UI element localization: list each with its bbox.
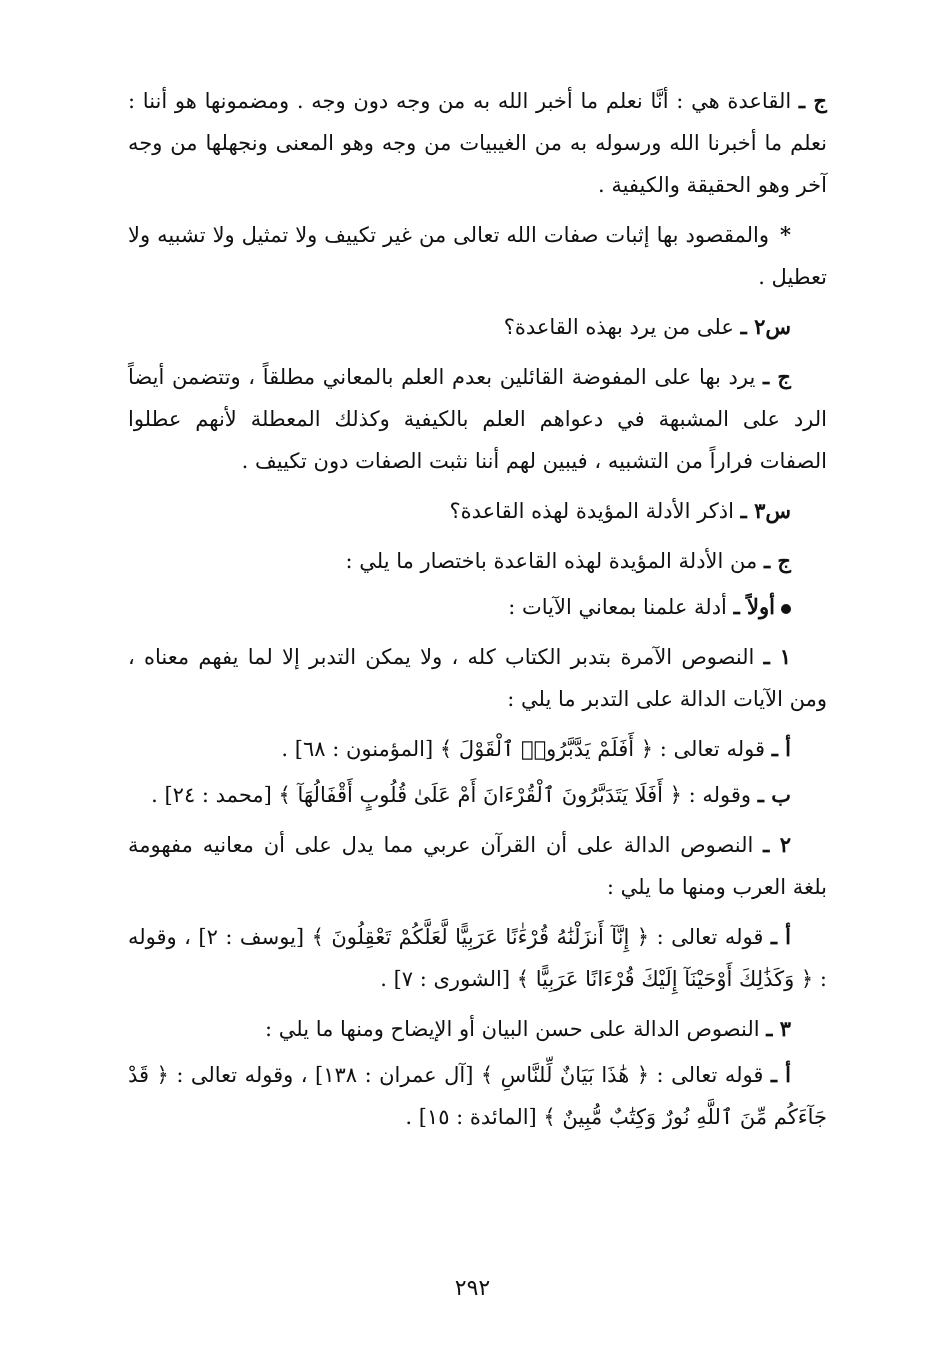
question-text: على من يرد بهذه القاعدة؟ <box>503 315 734 339</box>
note-paragraph <box>128 214 827 298</box>
asterisk-icon: * <box>780 222 791 247</box>
answer-text: القاعدة هي : أنَّا نعلم ما أخبر الله به من وجه دون وجه . ومضمونها هو أننا : نعلم ما أخبرنا الله ورسوله به من الغيبيات من وجه وهو المعنى ونجهلها من وجه آخر وهو الحقيقة والكيفية . <box>128 89 827 197</box>
question-label: س٣ ـ <box>740 498 791 523</box>
answer-text: من الأدلة المؤيدة لهذه القاعدة باختصار ما يلي : <box>345 549 758 573</box>
evidence-3 <box>128 1008 827 1050</box>
item-text: النصوص الدالة على حسن البيان أو الإيضاح ومنها ما يلي : <box>265 1017 760 1041</box>
evidence-2 <box>128 824 827 908</box>
evidence-1 <box>128 636 827 720</box>
item-text: النصوص الدالة على أن القرآن عربي مما يدل على أن معانيه مفهومة بلغة العرب ومنها ما يلي : <box>128 833 827 899</box>
verse-text: قوله تعالى : ﴿ هَٰذَا بَيَانٌ لِّلنَّاسِ ﴾ [آل عمران : ١٣٨] ، وقوله تعالى : ﴿ قَدْ جَآءَكُم مِّنَ ٱللَّهِ نُورٌ وَكِتَٰبٌ مُّبِينٌ ﴾ [المائدة : ١٥] . <box>128 1063 827 1129</box>
item-label: ٢ ـ <box>763 832 791 857</box>
answer-label: ج ـ <box>763 548 791 573</box>
answer-paragraph-2 <box>128 356 827 482</box>
item-label: ١ ـ <box>763 644 791 669</box>
answer-text: يرد بها على المفوضة القائلين بعدم العلم بالمعاني مطلقاً ، وتتضمن أيضاً الرد على المشبهة في دعواهم العلم بالكيفية وكذلك المعطلة لأنهم عطلوا الصفات فراراً من التشبيه ، فيبين لهم أننا نثبت الصفات دون تكييف . <box>128 365 827 473</box>
note-text: والمقصود بها إثبات صفات الله تعالى من غير تكييف ولا تمثيل ولا تشبيه ولا تعطيل . <box>128 223 827 289</box>
item-label: أ ـ <box>771 736 791 761</box>
verse-text: وقوله : ﴿ أَفَلَا يَتَدَبَّرُونَ ٱلْقُرْءَانَ أَمْ عَلَىٰ قُلُوبٍ أَقْفَالُهَآ ﴾ [محمد : ٢٤] . <box>151 783 752 807</box>
page-body <box>128 80 827 1146</box>
answer-paragraph-3 <box>128 540 827 582</box>
section-label: أولاً ـ <box>733 594 775 619</box>
question-2 <box>128 306 827 348</box>
item-text: النصوص الآمرة بتدبر الكتاب كله ، ولا يمكن التدبر إلا لما يفهم معناه ، ومن الآيات الدالة على التدبر ما يلي : <box>128 645 827 711</box>
item-label: أ ـ <box>770 924 791 949</box>
verse-1b <box>128 774 827 816</box>
item-label: أ ـ <box>770 1062 791 1087</box>
answer-paragraph-1 <box>128 80 827 206</box>
question-label: س٢ ـ <box>740 314 791 339</box>
answer-label: ج ـ <box>798 88 827 113</box>
item-label: ٣ ـ <box>766 1016 791 1041</box>
verse-text: قوله تعالى : ﴿ إِنَّآ أَنزَلْنَٰهُ قُرْءَٰنًا عَرَبِيًّا لَّعَلَّكُمْ تَعْقِلُونَ ﴾ [يوسف : ٢] ، وقوله : ﴿ وَكَذَٰلِكَ أَوْحَيْنَآ إِلَيْكَ قُرْءَانًا عَرَبِيًّا ﴾ [الشورى : ٧] . <box>128 925 827 991</box>
section-text: أدلة علمنا بمعاني الآيات : <box>508 595 727 619</box>
verse-2a <box>128 916 827 1000</box>
item-label: ب ـ <box>757 782 791 807</box>
section-heading-first <box>128 586 827 628</box>
answer-label: ج ـ <box>762 364 791 389</box>
bullet-icon <box>781 604 791 614</box>
page-number: ٢٩٢ <box>454 1276 491 1301</box>
question-text: اذكر الأدلة المؤيدة لهذه القاعدة؟ <box>449 499 734 523</box>
verse-3a <box>128 1054 827 1138</box>
verse-1a <box>128 728 827 770</box>
question-3 <box>128 490 827 532</box>
verse-text: قوله تعالى : ﴿ أَفَلَمْ يَدَّبَّرُوا۟ ٱلْقَوْلَ ﴾ [المؤمنون : ٦٨] . <box>281 737 765 761</box>
